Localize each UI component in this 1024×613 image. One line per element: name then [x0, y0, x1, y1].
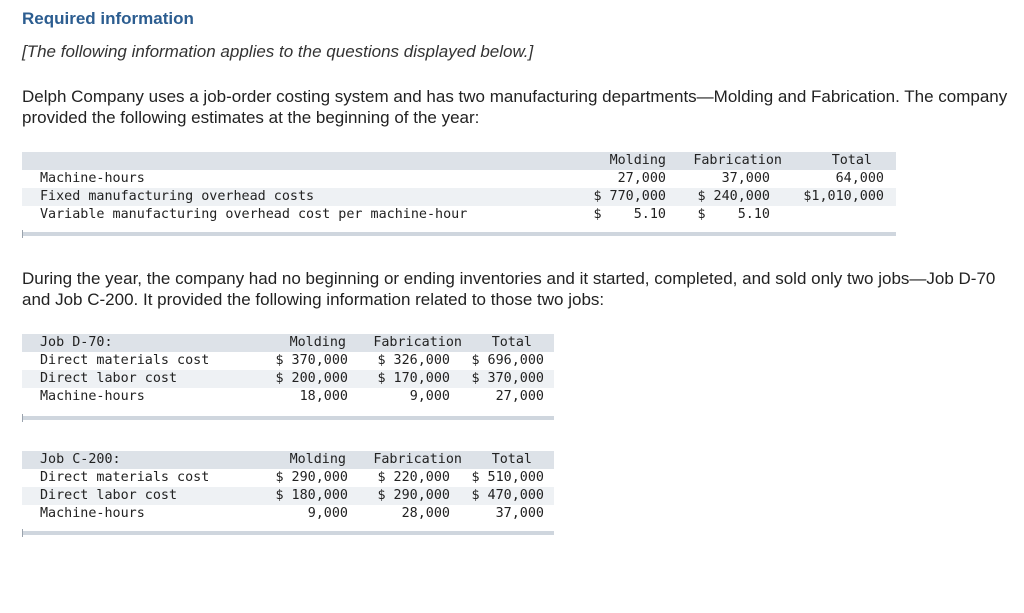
total-value: $1,010,000: [803, 189, 884, 204]
total-value: $ 470,000: [471, 488, 544, 503]
job-c200-table: [22, 451, 554, 541]
table-bottom-bar: [22, 232, 896, 236]
row-label: Fixed manufacturing overhead costs: [40, 189, 315, 204]
fabrication-value: $ 220,000: [377, 470, 450, 485]
table-left-tick: [22, 529, 23, 537]
job-d70-header-row: [22, 334, 554, 352]
row-label: Direct labor cost: [40, 488, 178, 503]
table-row: [22, 352, 554, 370]
table-left-tick: [22, 230, 23, 238]
fabrication-value: 9,000: [409, 389, 450, 404]
row-label: Direct materials cost: [40, 470, 210, 485]
required-information-heading: Required information: [22, 9, 194, 28]
molding-value: $ 5.10: [593, 207, 666, 222]
table-row: [22, 505, 554, 523]
fabrication-value: 37,000: [721, 171, 770, 186]
estimates-header-row: [22, 152, 896, 170]
table-row: [22, 206, 896, 224]
total-value: 64,000: [835, 171, 884, 186]
job-d70-table: [22, 334, 554, 424]
col-header-molding: Molding: [289, 452, 346, 467]
fabrication-value: $ 5.10: [697, 207, 770, 222]
job-c200-header-row: [22, 451, 554, 469]
table-left-tick: [22, 414, 23, 422]
intro-paragraph: Delph Company uses a job-order costing system and has two manufacturing departments—Molding and Fabrication. The company provided the following estimates at the beginning of the year:: [22, 87, 1008, 127]
table-row: [22, 487, 554, 505]
col-header-total: Total: [491, 452, 532, 467]
col-header-fabrication: Fabrication: [373, 335, 462, 350]
fabrication-value: $ 290,000: [377, 488, 450, 503]
molding-value: $ 180,000: [275, 488, 348, 503]
row-label: Machine-hours: [40, 171, 145, 186]
info-note: [The following information applies to the questions displayed below.]: [22, 42, 534, 61]
fabrication-value: 28,000: [401, 506, 450, 521]
total-value: 27,000: [495, 389, 544, 404]
table-row: [22, 170, 896, 188]
fabrication-value: $ 170,000: [377, 371, 450, 386]
row-label: Direct materials cost: [40, 353, 210, 368]
fabrication-value: $ 326,000: [377, 353, 450, 368]
molding-value: $ 200,000: [275, 371, 348, 386]
molding-value: $ 770,000: [593, 189, 666, 204]
table-bottom-bar: [22, 416, 554, 420]
total-value: 37,000: [495, 506, 544, 521]
fabrication-value: $ 240,000: [697, 189, 770, 204]
job-title: Job D-70:: [40, 335, 113, 350]
molding-value: $ 290,000: [275, 470, 348, 485]
col-header-total: Total: [491, 335, 532, 350]
col-header-total: Total: [831, 153, 872, 168]
total-value: $ 370,000: [471, 371, 544, 386]
table-row: [22, 388, 554, 406]
molding-value: 9,000: [307, 506, 348, 521]
molding-value: $ 370,000: [275, 353, 348, 368]
table-bottom-bar: [22, 531, 554, 535]
row-label: Direct labor cost: [40, 371, 178, 386]
col-header-fabrication: Fabrication: [373, 452, 462, 467]
row-label: Variable manufacturing overhead cost per machine-hour: [40, 207, 468, 222]
col-header-molding: Molding: [289, 335, 346, 350]
molding-value: 18,000: [299, 389, 348, 404]
total-value: $ 510,000: [471, 470, 544, 485]
row-label: Machine-hours: [40, 389, 145, 404]
col-header-fabrication: Fabrication: [693, 153, 782, 168]
job-title: Job C-200:: [40, 452, 121, 467]
table-row: [22, 188, 896, 206]
table-row: [22, 469, 554, 487]
table-row: [22, 370, 554, 388]
col-header-molding: Molding: [609, 153, 666, 168]
total-value: $ 696,000: [471, 353, 544, 368]
estimates-table: [22, 152, 896, 242]
row-label: Machine-hours: [40, 506, 145, 521]
during-paragraph: During the year, the company had no beginning or ending inventories and it started, completed, and sold only two jobs—Job D-70 and Job C-200. It provided the following information related to those two jobs:: [22, 269, 996, 309]
molding-value: 27,000: [617, 171, 666, 186]
